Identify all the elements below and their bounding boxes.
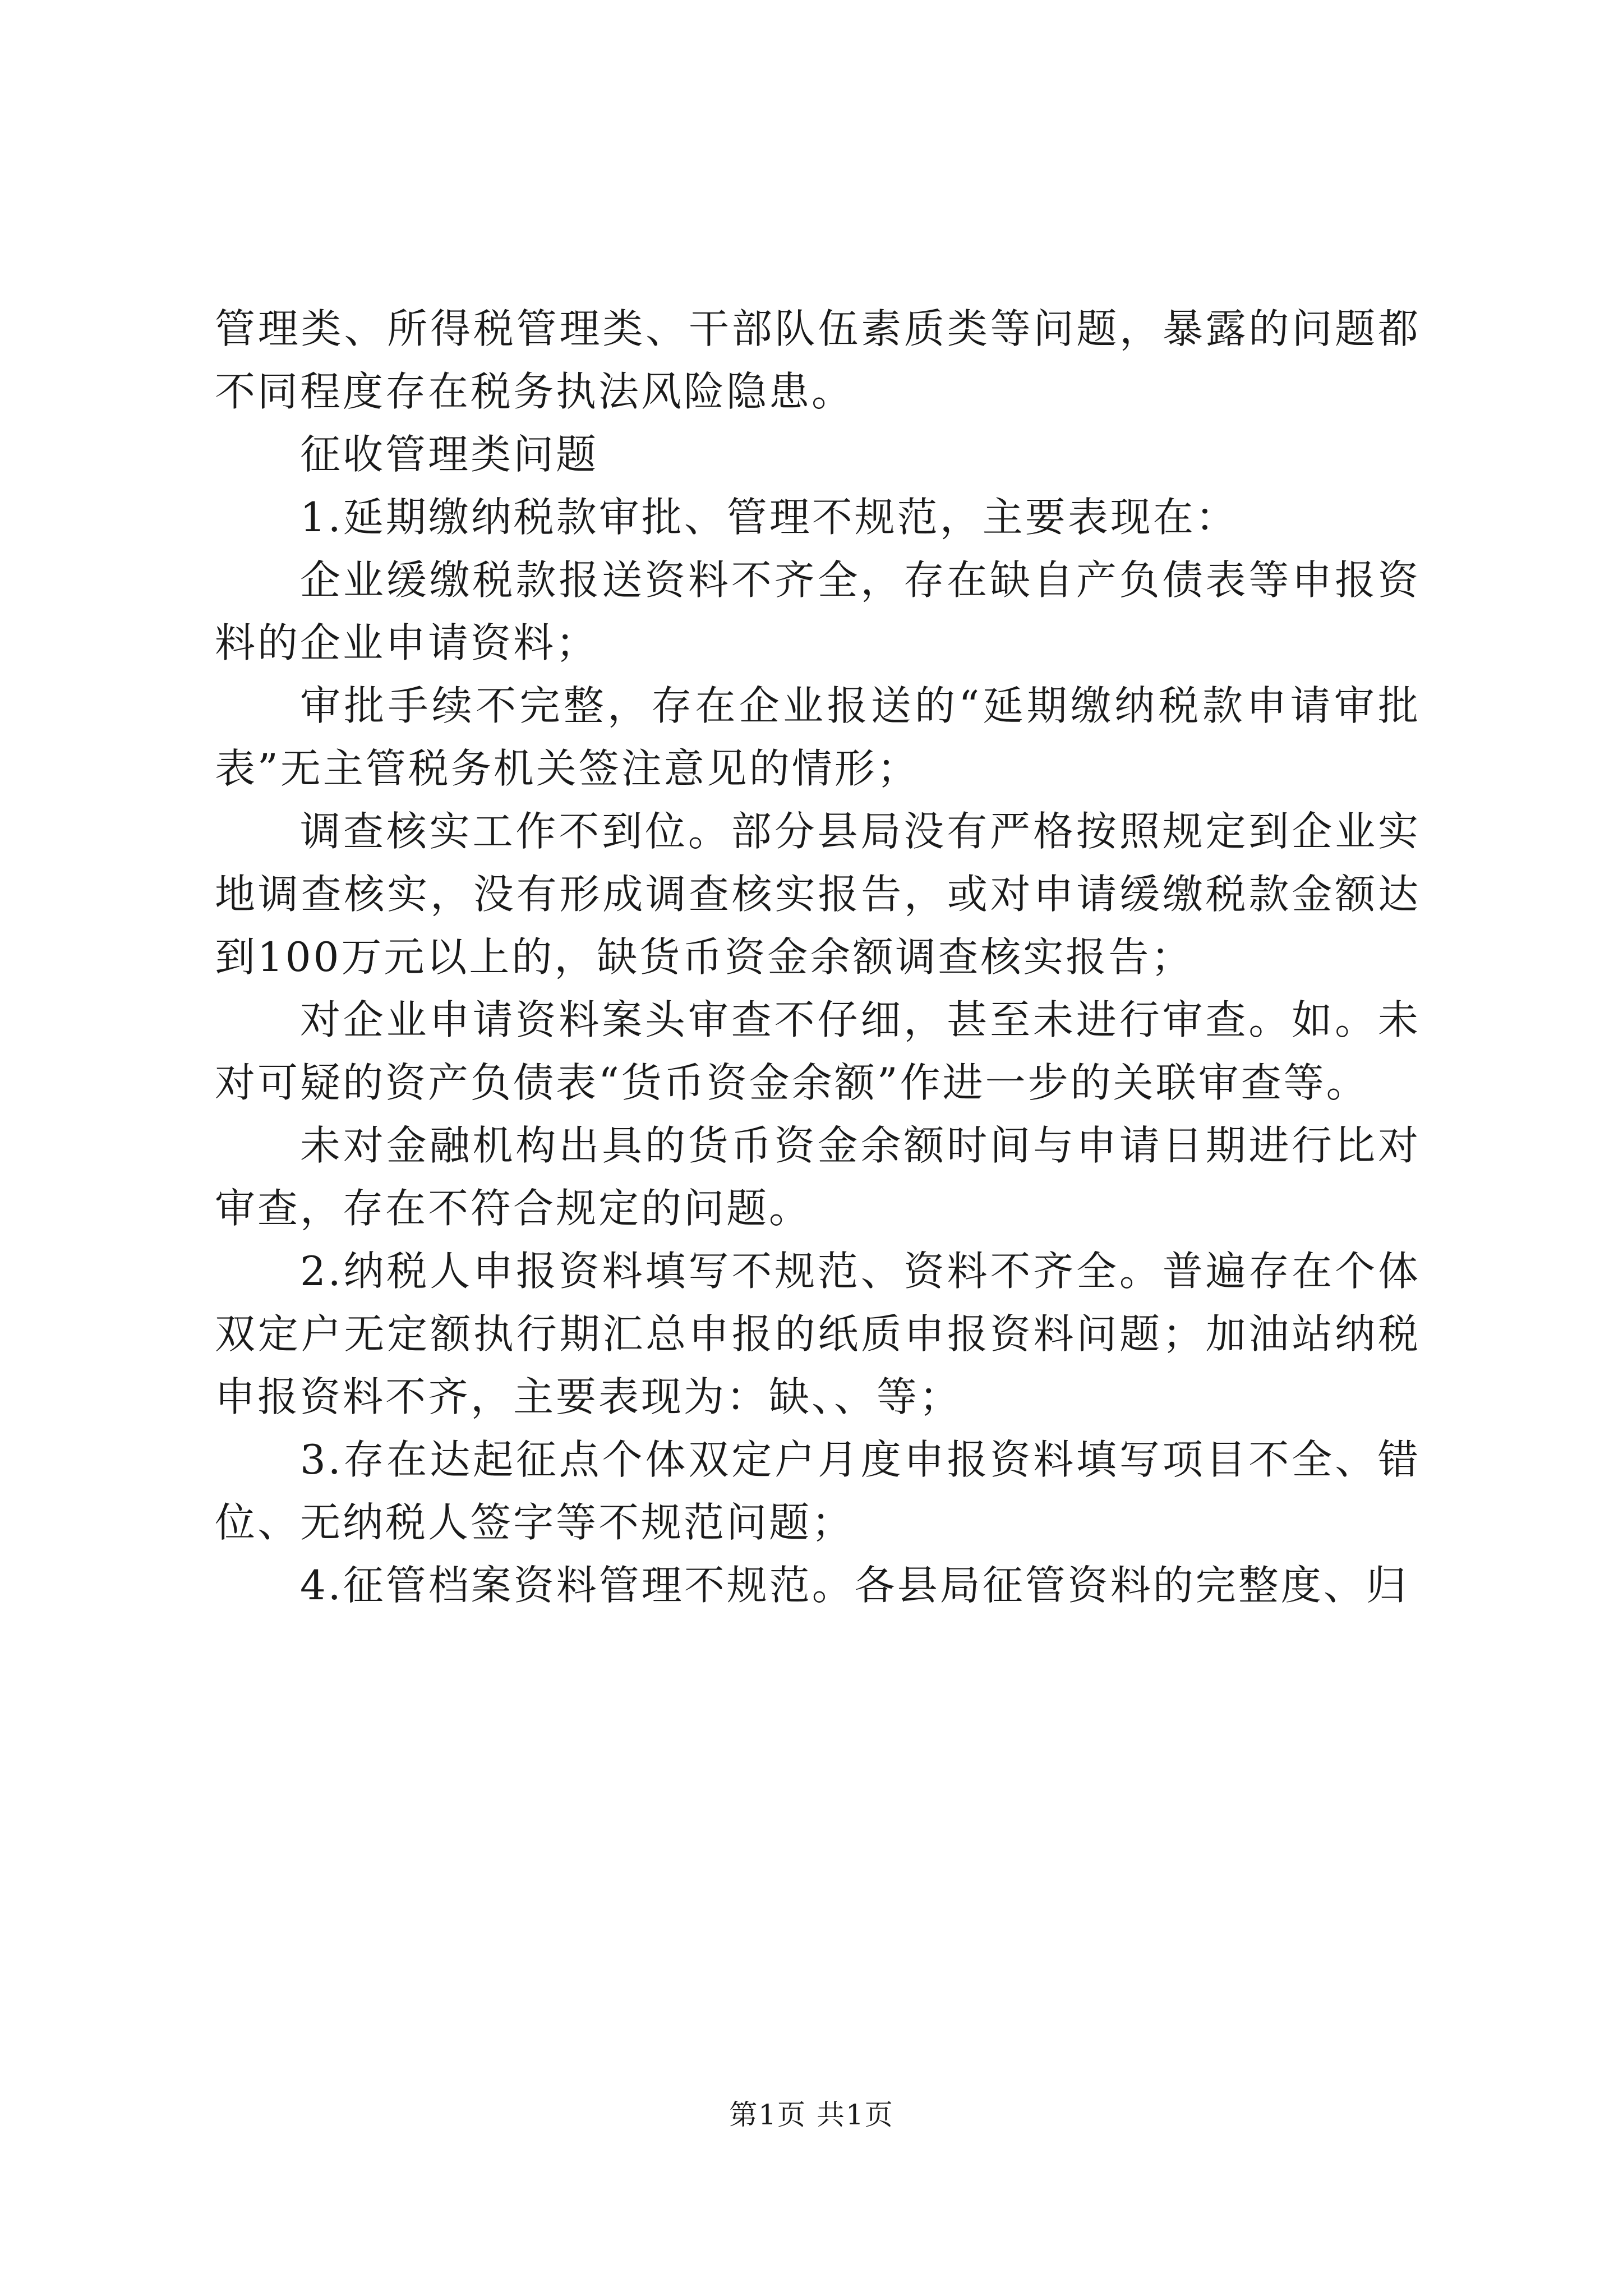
- body-paragraph: 2.纳税人申报资料填写不规范、资料不齐全。普遍存在个体双定户无定额执行期汇总申报的纸质申报资料问题；加油站纳税申报资料不齐，主要表现为：缺、、等；: [215, 1248, 1421, 1420]
- body-paragraph: 3.存在达起征点个体双定户月度申报资料填写项目不全、错位、无纳税人签字等不规范问题；: [215, 1436, 1421, 1546]
- body-paragraph: 调查核实工作不到位。部分县局没有严格按照规定到企业实地调查核实，没有形成调查核实报告，或对申请缓缴税款金额达到100万元以上的，缺货币资金余额调查核实报告；: [215, 808, 1421, 981]
- body-paragraph: 对企业申请资料案头审查不仔细，甚至未进行审查。如。未对可疑的资产负债表“货币资金余额”作进一步的关联审查等。: [215, 996, 1421, 1106]
- body-paragraph: 征收管理类问题: [300, 431, 599, 478]
- body-paragraph: 企业缓缴税款报送资料不齐全，存在缺自产负债表等申报资料的企业申请资料；: [215, 556, 1421, 666]
- page-footer: 第1页 共1页: [729, 2099, 894, 2131]
- body-paragraph: 审批手续不完整，存在企业报送的“延期缴纳税款申请审批表”无主管税务机关签注意见的情形；: [215, 682, 1421, 792]
- body-paragraph: 4.征管档案资料管理不规范。各县局征管资料的完整度、归: [300, 1562, 1409, 1609]
- body-paragraph: 未对金融机构出具的货币资金余额时间与申请日期进行比对审查，存在不符合规定的问题。: [215, 1122, 1421, 1232]
- body-paragraph: 管理类、所得税管理类、干部队伍素质类等问题，暴露的问题都不同程度存在税务执法风险隐患。: [215, 305, 1421, 415]
- document-body: [215, 297, 1421, 1617]
- body-paragraph: 1.延期缴纳税款审批、管理不规范，主要表现在：: [300, 494, 1238, 541]
